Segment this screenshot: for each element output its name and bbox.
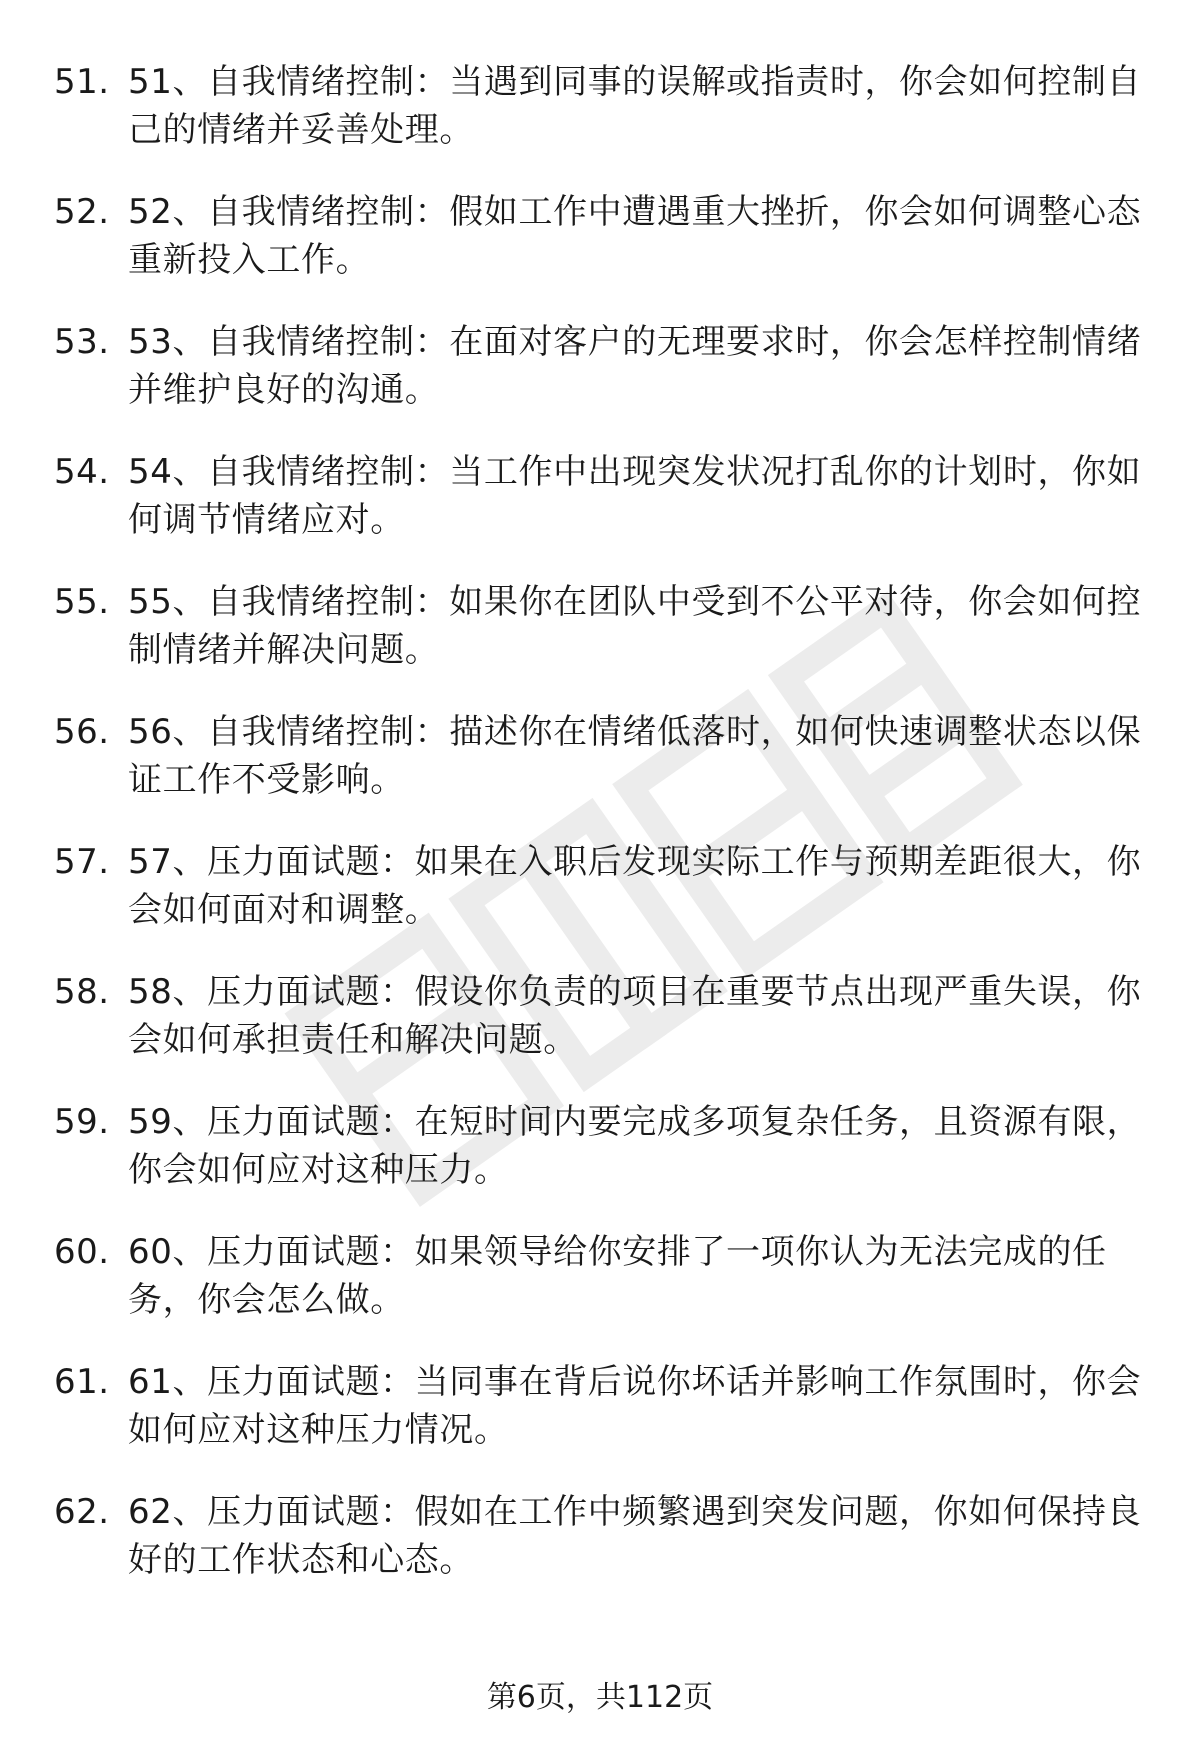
item-text: 51、自我情绪控制：当遇到同事的误解或指责时，你会如何控制自己的情绪并妥善处理。 [128,62,1142,150]
item-number: 55. [54,582,110,622]
list-item [0,1488,1200,1618]
item-number: 59. [54,1102,110,1142]
list-item [0,1358,1200,1488]
question-list [0,58,1200,1618]
item-number: 54. [54,452,110,492]
item-text: 55、自我情绪控制：如果你在团队中受到不公平对待，你会如何控制情绪并解决问题。 [128,582,1142,670]
item-text: 54、自我情绪控制：当工作中出现突发状况打乱你的计划时，你如何调节情绪应对。 [128,452,1142,540]
list-item [0,448,1200,578]
list-item [0,578,1200,708]
item-text: 60、压力面试题：如果领导给你安排了一项你认为无法完成的任务，你会怎么做。 [128,1232,1107,1320]
item-text: 57、压力面试题：如果在入职后发现实际工作与预期差距很大，你会如何面对和调整。 [128,842,1142,930]
item-number: 56. [54,712,110,752]
item-number: 58. [54,972,110,1012]
list-item [0,968,1200,1098]
item-text: 62、压力面试题：假如在工作中频繁遇到突发问题，你如何保持良好的工作状态和心态。 [128,1492,1142,1580]
item-text: 59、压力面试题：在短时间内要完成多项复杂任务，且资源有限，你会如何应对这种压力。 [128,1102,1142,1190]
item-text: 61、压力面试题：当同事在背后说你坏话并影响工作氛围时，你会如何应对这种压力情况。 [128,1362,1142,1450]
item-text: 53、自我情绪控制：在面对客户的无理要求时，你会怎样控制情绪并维护良好的沟通。 [128,322,1142,410]
list-item [0,58,1200,188]
item-text: 58、压力面试题：假设你负责的项目在重要节点出现严重失误，你会如何承担责任和解决问题。 [128,972,1142,1060]
page-number-footer: 第6页，共112页 [486,1680,714,1715]
list-item [0,318,1200,448]
item-text: 56、自我情绪控制：描述你在情绪低落时，如何快速调整状态以保证工作不受影响。 [128,712,1142,800]
list-item [0,188,1200,318]
item-number: 52. [54,192,110,232]
item-number: 53. [54,322,110,362]
list-item [0,708,1200,838]
list-item [0,838,1200,968]
item-number: 57. [54,842,110,882]
item-number: 51. [54,62,110,102]
list-item [0,1228,1200,1358]
item-number: 62. [54,1492,110,1532]
item-number: 61. [54,1362,110,1402]
item-text: 52、自我情绪控制：假如工作中遭遇重大挫折，你会如何调整心态重新投入工作。 [128,192,1142,280]
list-item [0,1098,1200,1228]
item-number: 60. [54,1232,110,1272]
